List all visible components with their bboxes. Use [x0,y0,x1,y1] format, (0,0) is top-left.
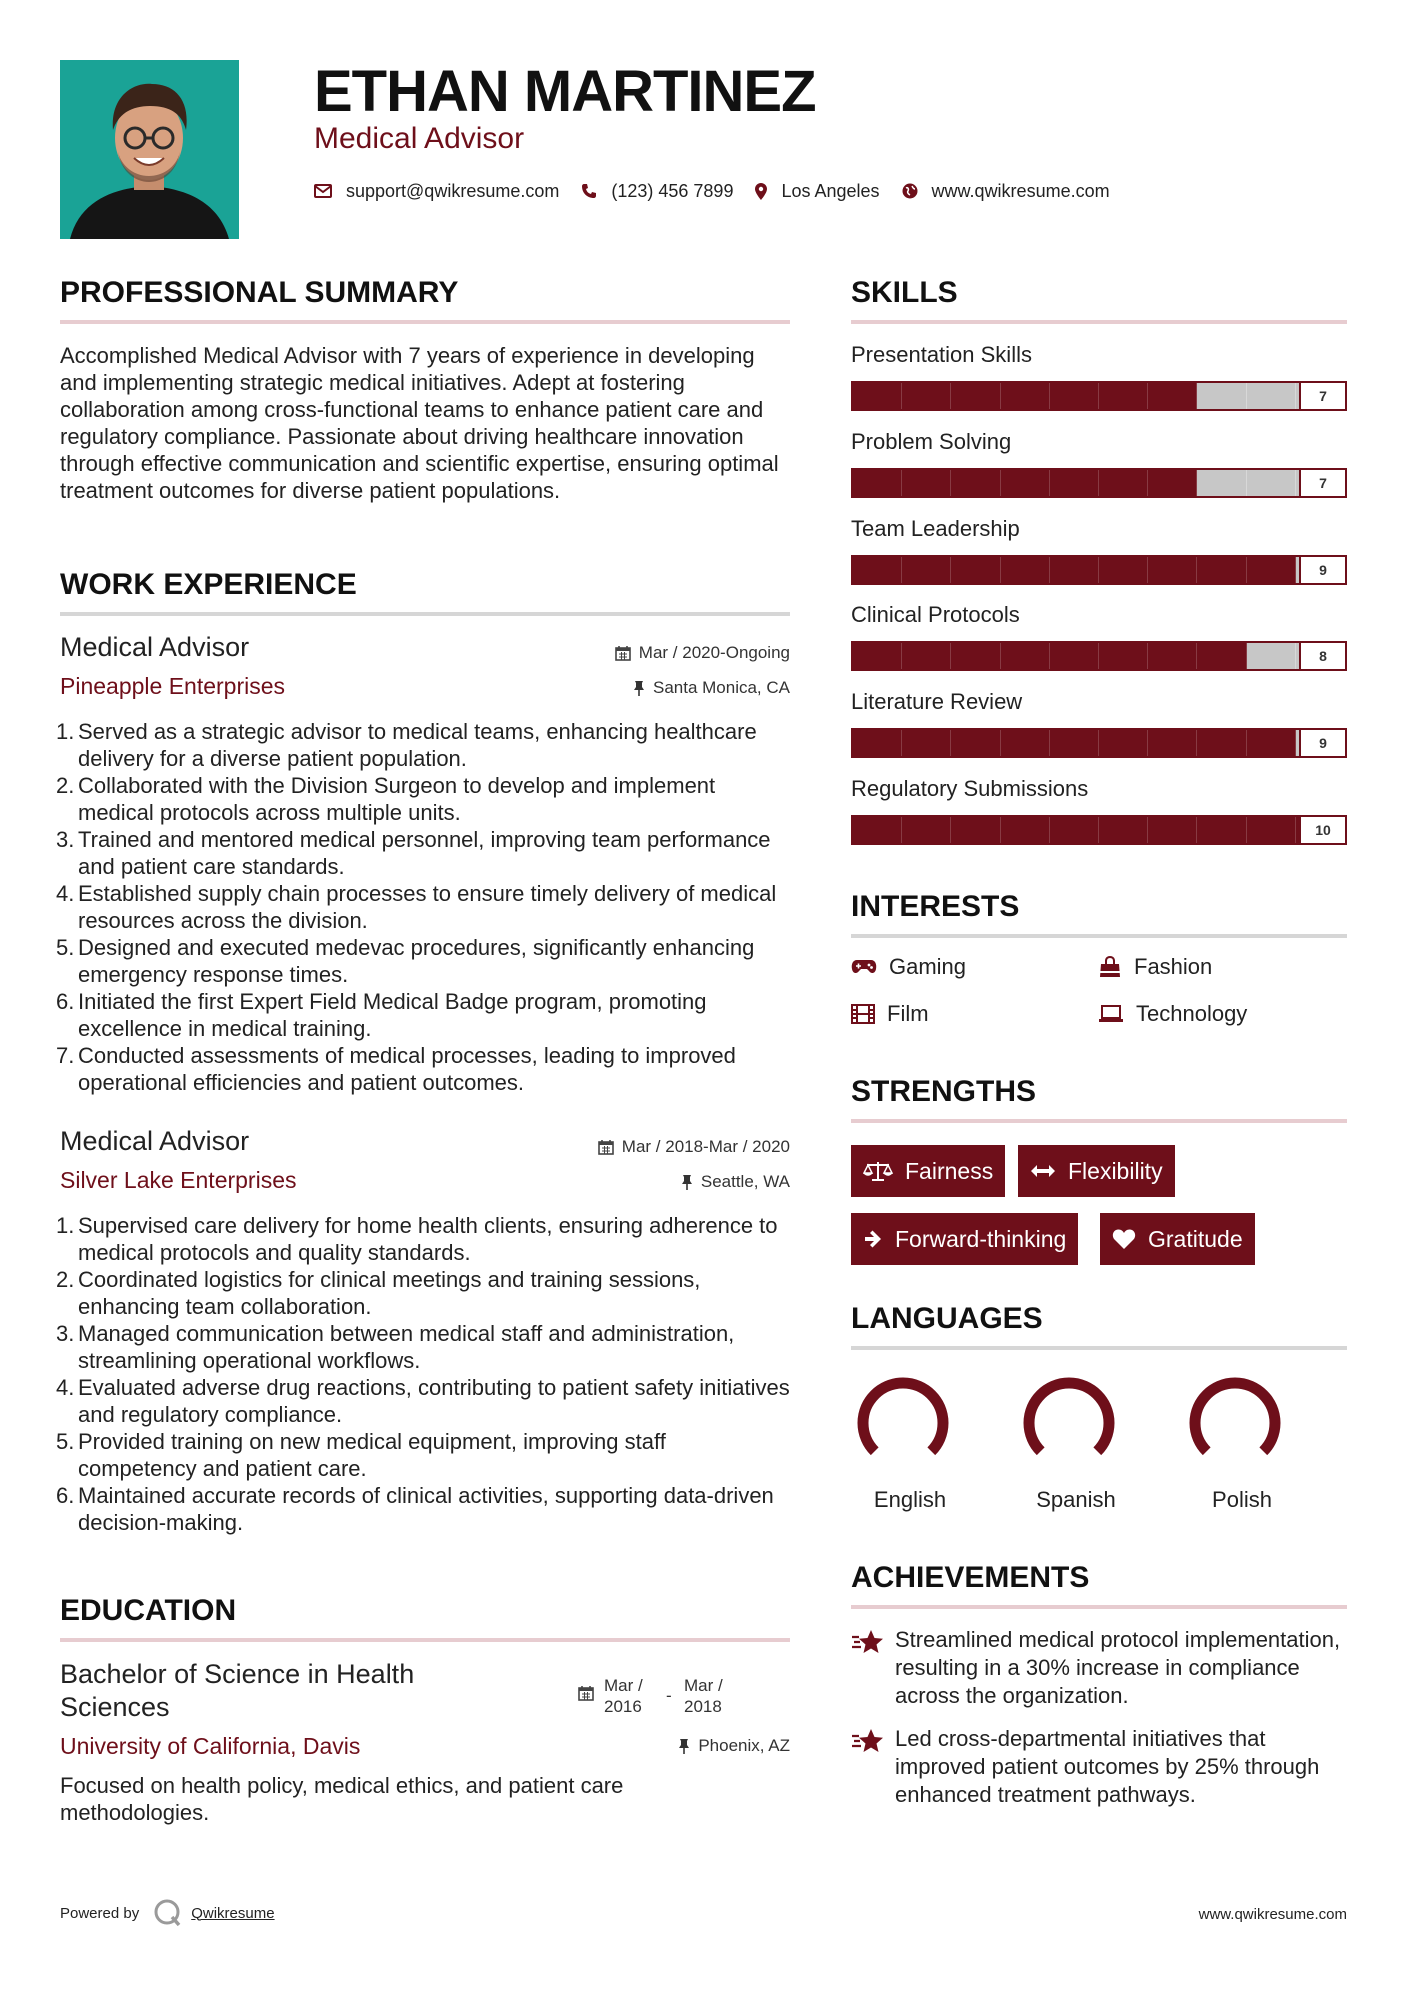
contact-phone[interactable] [581,181,733,202]
list-number: 3. [56,1321,75,1346]
skill-segment-filled [853,470,902,496]
skill-segment-filled [902,383,951,409]
skill-segment-filled [951,817,1000,843]
skill-segment-filled [853,383,902,409]
language-name: English [873,1487,947,1512]
skill-bar [851,468,1347,498]
language-gauge [1175,1368,1295,1483]
achievement-item [851,1626,1351,1710]
skill-segment-filled [1001,817,1050,843]
skill-segment-filled [1099,470,1148,496]
section-divider [851,320,1347,324]
star-badge-icon [851,1727,885,1755]
skill-segment-filled [853,730,902,756]
education-school: University of California, Davis [60,1733,361,1759]
skill-value: 9 [1299,555,1347,585]
list-text: Initiated the first Expert Field Medical Badge program, promoting excellence in medical training. [78,989,707,1041]
qwikresume-logo-icon [153,1898,183,1928]
list-item [56,1212,790,1266]
skill-bar [851,815,1347,845]
skill-segment-filled [951,643,1000,669]
skill-segment-filled [1148,383,1197,409]
list-number: 6. [56,1483,75,1508]
interest-label: Film [887,1001,929,1026]
strength-label: Forward-thinking [895,1225,1067,1252]
list-number: 2. [56,773,75,798]
interest-item [1098,1001,1247,1027]
list-item [56,934,790,988]
skills-heading: SKILLS [851,276,958,309]
list-item [56,988,790,1042]
language-gauge [843,1368,963,1483]
list-text: Conducted assessments of medical processes, leading to improved operational efficiencies and patient outcomes. [78,1043,736,1095]
calendar-icon [578,1685,594,1701]
phone-text: (123) 456 7899 [611,180,734,201]
job-location-text: Santa Monica, CA [652,678,790,697]
skill-segment-filled [1099,643,1148,669]
section-divider [60,1638,790,1642]
skill-value: 8 [1299,641,1347,671]
skill-segment-filled [1148,643,1197,669]
language-ring [1180,1368,1290,1478]
laptop-icon [1098,1005,1124,1023]
list-text: Evaluated adverse drug reactions, contributing to patient safety initiatives and regulatory compliance. [78,1375,790,1427]
heart-icon [1112,1228,1136,1250]
email-text: support@qwikresume.com [346,180,560,201]
skill-segment-filled [951,730,1000,756]
interest-label: Gaming [889,954,967,979]
skill-bar [851,641,1347,671]
section-divider [851,1605,1347,1609]
strength-tag [1018,1145,1175,1197]
skill-name: Problem Solving [851,429,1012,454]
job-company: Silver Lake Enterprises [60,1167,297,1193]
skill-name: Literature Review [851,689,1023,714]
education-date-separator: - [666,1686,672,1705]
list-text: Coordinated logistics for clinical meetings and training sessions, enhancing team collaboration. [78,1267,701,1319]
skill-segment-filled [1148,470,1197,496]
skill-segment-filled [1050,817,1099,843]
skill-segment-filled [1050,643,1099,669]
footer-powered-by [60,1898,275,1928]
star-badge-icon [851,1628,885,1656]
language-name: Spanish [1036,1487,1116,1512]
pushpin-icon [633,680,645,696]
language-arc [1195,1383,1275,1451]
skill-segment-filled [1197,643,1246,669]
section-divider [851,934,1347,938]
skill-segment-filled [1050,730,1099,756]
skill-segment-filled [951,470,1000,496]
job-location [681,1172,790,1192]
list-text: Established supply chain processes to ensure timely delivery of medical resources across the division. [78,881,777,933]
arrows-horizontal-icon [1030,1164,1056,1178]
education-end-month: Mar / [684,1676,723,1695]
list-number: 6. [56,989,75,1014]
education-location [678,1736,790,1756]
list-item [56,1042,790,1096]
list-item [56,1320,790,1374]
job-title: Medical Advisor [60,632,250,662]
skill-name: Presentation Skills [851,342,1032,367]
strength-tag [851,1145,1005,1197]
interest-label: Fashion [1134,954,1213,979]
contact-location [755,181,879,202]
gamepad-icon [851,959,877,975]
skill-segment-filled [1247,557,1296,583]
skill-name: Regulatory Submissions [851,776,1089,801]
pushpin-icon [678,1738,690,1754]
skill-bar [851,381,1347,411]
skill-segment-filled [1001,730,1050,756]
skill-segment-filled [853,643,902,669]
shopping-bag-icon [1098,956,1122,978]
job-dates [598,1137,790,1157]
education-start-year: 2016 [604,1697,642,1716]
candidate-title: Medical Advisor [314,122,525,155]
strength-label: Fairness [905,1157,994,1184]
skill-segment-filled [1148,730,1197,756]
list-number: 4. [56,1375,75,1400]
skill-segment-filled [1050,470,1099,496]
achievement-text: Streamlined medical protocol implementation, resulting in a 30% increase in compliance across the organization. [895,1627,1341,1708]
film-icon [851,1004,875,1024]
skill-segment-filled [1148,817,1197,843]
list-text: Maintained accurate records of clinical activities, supporting data-driven decision-making. [78,1483,774,1535]
phone-icon [581,183,597,199]
skill-segment-filled [1099,383,1148,409]
strengths-heading: STRENGTHS [851,1075,1037,1108]
skill-segment-filled [1197,557,1246,583]
footer-website[interactable]: www.qwikresume.com [1198,1906,1347,1923]
skill-segment-filled [1001,557,1050,583]
skill-segment-filled [1050,383,1099,409]
list-number: 5. [56,935,75,960]
section-divider [60,320,790,324]
language-ring [1014,1368,1124,1478]
list-item [56,880,790,934]
skill-segment-filled [902,817,951,843]
powered-by-text: Powered by [60,1904,140,1922]
globe-icon [902,183,918,199]
skill-segment-empty [1247,383,1296,409]
education-dates [578,1675,723,1717]
envelope-icon [314,184,332,198]
pushpin-icon [681,1174,693,1190]
list-text: Designed and executed medevac procedures, significantly enhancing emergency response times. [78,935,755,987]
achievement-text: Led cross-departmental initiatives that improved patient outcomes by 25% through enhanced treatment pathways. [895,1726,1320,1807]
contact-bar [314,178,1132,204]
skill-segment-filled [951,557,1000,583]
calendar-icon [598,1139,614,1155]
interest-item [1098,954,1212,980]
achievements-heading: ACHIEVEMENTS [851,1561,1090,1594]
contact-email[interactable] [314,181,559,202]
strength-tag [851,1213,1078,1265]
strength-label: Gratitude [1148,1225,1243,1252]
skill-segment-empty [1247,643,1296,669]
website-text: www.qwikresume.com [931,180,1110,201]
contact-website[interactable] [902,181,1110,202]
skill-segment-filled [1197,730,1246,756]
education-end-year: 2018 [684,1697,722,1716]
language-gauge [1009,1368,1129,1483]
skill-bar [851,555,1347,585]
job-dates-text: Mar / 2020-Ongoing [638,643,790,662]
list-text: Collaborated with the Division Surgeon to develop and implement medical protocols across multiple units. [78,773,716,825]
interest-item [851,954,966,980]
arrow-right-icon [863,1229,883,1249]
language-name: Polish [1212,1487,1272,1512]
list-number: 2. [56,1267,75,1292]
skill-segment-filled [853,817,902,843]
skill-name: Clinical Protocols [851,602,1020,627]
language-arc [863,1383,943,1451]
location-text: Los Angeles [781,180,880,201]
list-number: 5. [56,1429,75,1454]
skill-segment-filled [951,383,1000,409]
skill-segment-filled [1001,470,1050,496]
summary-heading: PROFESSIONAL SUMMARY [60,276,459,309]
list-number: 1. [56,1213,75,1238]
skill-segment-filled [1099,730,1148,756]
language-arc [1029,1383,1109,1451]
skill-segment-filled [902,557,951,583]
balance-scale-icon [863,1160,893,1182]
list-item [56,772,790,826]
list-number: 4. [56,881,75,906]
skill-value: 7 [1299,381,1347,411]
education-description: Focused on health policy, medical ethics, and patient care methodologies. [60,1773,624,1825]
education-degree: Bachelor of Science in Health Sciences [60,1659,415,1722]
skill-segment-filled [902,643,951,669]
list-text: Supervised care delivery for home health clients, ensuring adherence to medical protocols and quality standards. [78,1213,778,1265]
list-item [56,1266,790,1320]
section-divider [851,1119,1347,1123]
job-bullets [56,1212,790,1536]
education-end [684,1675,723,1717]
skill-segment-filled [1099,817,1148,843]
job-title: Medical Advisor [60,1126,250,1156]
experience-heading: WORK EXPERIENCE [60,568,357,601]
skill-name: Team Leadership [851,516,1020,541]
profile-photo [60,60,239,239]
list-number: 1. [56,719,75,744]
achievement-item [851,1725,1351,1809]
education-start [604,1675,666,1717]
interests-heading: INTERESTS [851,890,1020,923]
education-start-month: Mar / [604,1676,643,1695]
list-number: 3. [56,827,75,852]
job-location [633,678,790,698]
job-bullets [56,718,790,1096]
calendar-icon [615,645,631,661]
list-item [56,1374,790,1428]
education-heading: EDUCATION [60,1594,237,1627]
section-divider [851,1346,1347,1350]
list-text: Served as a strategic advisor to medical teams, enhancing healthcare delivery for a diverse patient population. [78,719,757,771]
list-item [56,1428,790,1482]
skill-value: 10 [1299,815,1347,845]
interest-label: Technology [1136,1001,1248,1026]
job-company: Pineapple Enterprises [60,673,286,699]
skill-segment-filled [853,557,902,583]
list-item [56,1482,790,1536]
section-divider [60,612,790,616]
summary-text: Accomplished Medical Advisor with 7 years of experience in developing and implementing strategic medical initiatives. Adept at fostering collaboration among cross-functional teams to enhance patient care and regulatory compliance. Passionate about driving healthcare innovation through effective communication and scientific expertise, ensuring optimal treatment outcomes for diverse patient populations. [60,343,779,503]
candidate-name: ETHAN MARTINEZ [314,59,816,124]
list-number: 7. [56,1043,75,1068]
interest-item [851,1001,929,1027]
list-item [56,826,790,880]
skill-segment-filled [1247,817,1296,843]
skill-segment-filled [1099,557,1148,583]
list-item [56,718,790,772]
skill-segment-filled [1001,643,1050,669]
skill-value: 7 [1299,468,1347,498]
strength-label: Flexibility [1068,1157,1163,1184]
skill-value: 9 [1299,728,1347,758]
languages-heading: LANGUAGES [851,1302,1043,1335]
job-dates [615,643,790,663]
skill-segment-filled [1148,557,1197,583]
list-text: Trained and mentored medical personnel, improving team performance and patient care standards. [78,827,771,879]
skill-segment-filled [902,470,951,496]
job-location-text: Seattle, WA [700,1172,790,1191]
job-dates-text: Mar / 2018-Mar / 2020 [621,1137,790,1156]
skill-segment-filled [902,730,951,756]
strength-tag [1100,1213,1255,1265]
list-text: Provided training on new medical equipment, improving staff competency and patient care. [78,1429,666,1481]
list-text: Managed communication between medical staff and administration, streamlining operational workflows. [78,1321,735,1373]
skill-segment-empty [1197,470,1246,496]
skill-segment-empty [1197,383,1246,409]
education-location-text: Phoenix, AZ [698,1736,790,1755]
skill-segment-filled [1001,383,1050,409]
qwikresume-link[interactable]: Qwikresume [191,1904,275,1922]
map-pin-icon [755,183,767,200]
skill-segment-filled [1247,730,1296,756]
skill-segment-empty [1247,470,1296,496]
language-ring [848,1368,958,1478]
avatar [60,60,239,239]
skill-segment-filled [1050,557,1099,583]
skill-segment-filled [1197,817,1246,843]
skill-bar [851,728,1347,758]
